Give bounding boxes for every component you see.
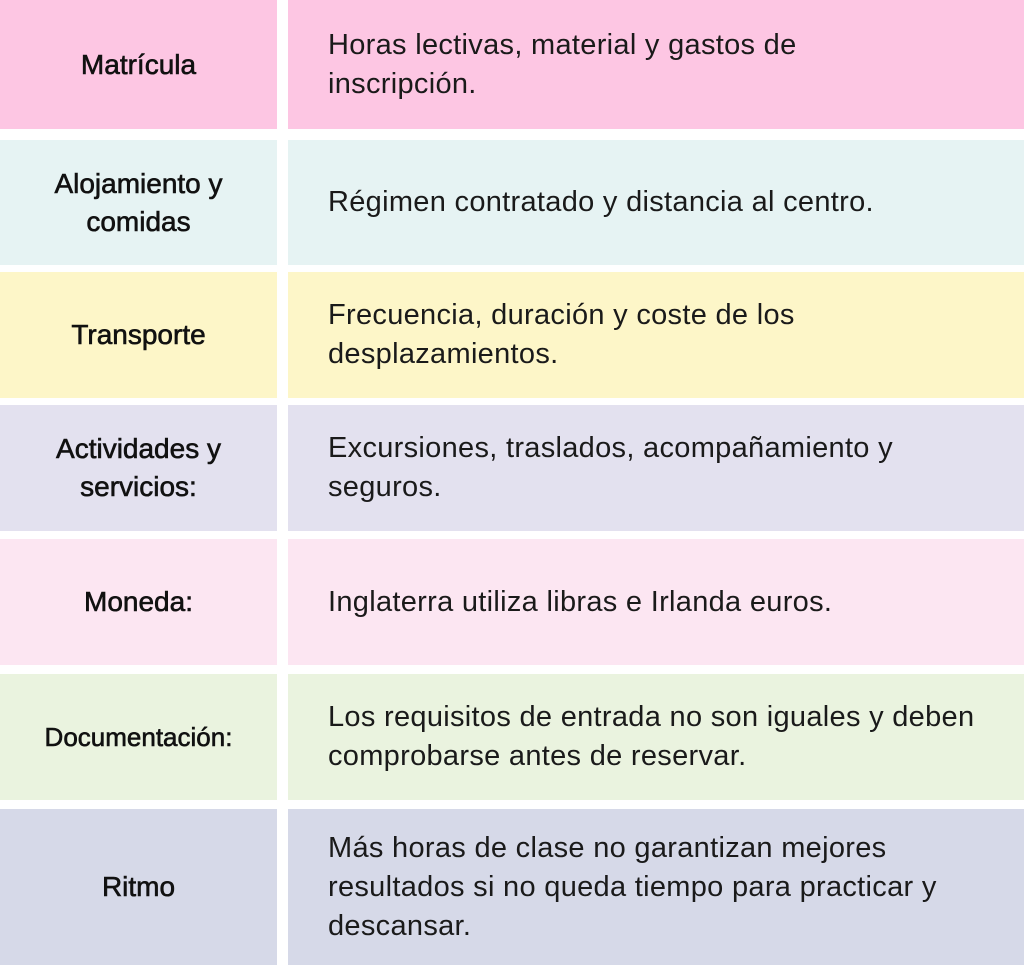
table-row-documentacion — [0, 674, 1024, 800]
row-description: Régimen contratado y distancia al centro. — [328, 186, 874, 218]
row-description: Más horas de clase no garantizan mejores resultados si no queda tiempo para practicar y descansar. — [328, 831, 937, 942]
table-row-actividades — [0, 405, 1024, 531]
row-description-cell — [288, 405, 1024, 531]
table-row-alojamiento — [0, 140, 1024, 265]
row-description: Excursiones, traslados, acompañamiento y seguros. — [328, 432, 893, 503]
table-row-ritmo — [0, 809, 1024, 965]
row-label: Actividades y servicios: — [56, 433, 221, 502]
row-label: Transporte — [71, 319, 206, 350]
row-description-cell — [288, 140, 1024, 265]
row-description-cell — [288, 272, 1024, 398]
row-label-cell — [0, 809, 277, 965]
row-label: Matrícula — [80, 48, 197, 80]
row-label: Alojamiento y comidas — [54, 167, 223, 237]
table-row-matricula — [0, 0, 1024, 129]
row-description-cell — [288, 674, 1024, 800]
row-description-cell — [288, 809, 1024, 965]
row-label-cell — [0, 405, 277, 531]
row-description: Inglaterra utiliza libras e Irlanda euros. — [328, 585, 833, 618]
row-label: Documentación: — [44, 722, 233, 752]
row-label: Moneda: — [84, 586, 193, 617]
row-label-cell — [0, 674, 277, 800]
row-description-cell — [288, 0, 1024, 129]
row-label-cell — [0, 272, 277, 398]
table-row-moneda — [0, 539, 1024, 665]
table-row-transporte — [0, 272, 1024, 398]
row-label-cell — [0, 140, 277, 265]
row-description: Frecuencia, duración y coste de los desplazamientos. — [328, 299, 795, 370]
row-label-cell — [0, 539, 277, 665]
row-label: Ritmo — [101, 871, 176, 902]
row-label-cell — [0, 0, 277, 129]
row-description: Horas lectivas, material y gastos de inscripción. — [328, 28, 797, 100]
row-description: Los requisitos de entrada no son iguales y deben comprobarse antes de reservar. — [328, 701, 975, 772]
row-description-cell — [288, 539, 1024, 665]
